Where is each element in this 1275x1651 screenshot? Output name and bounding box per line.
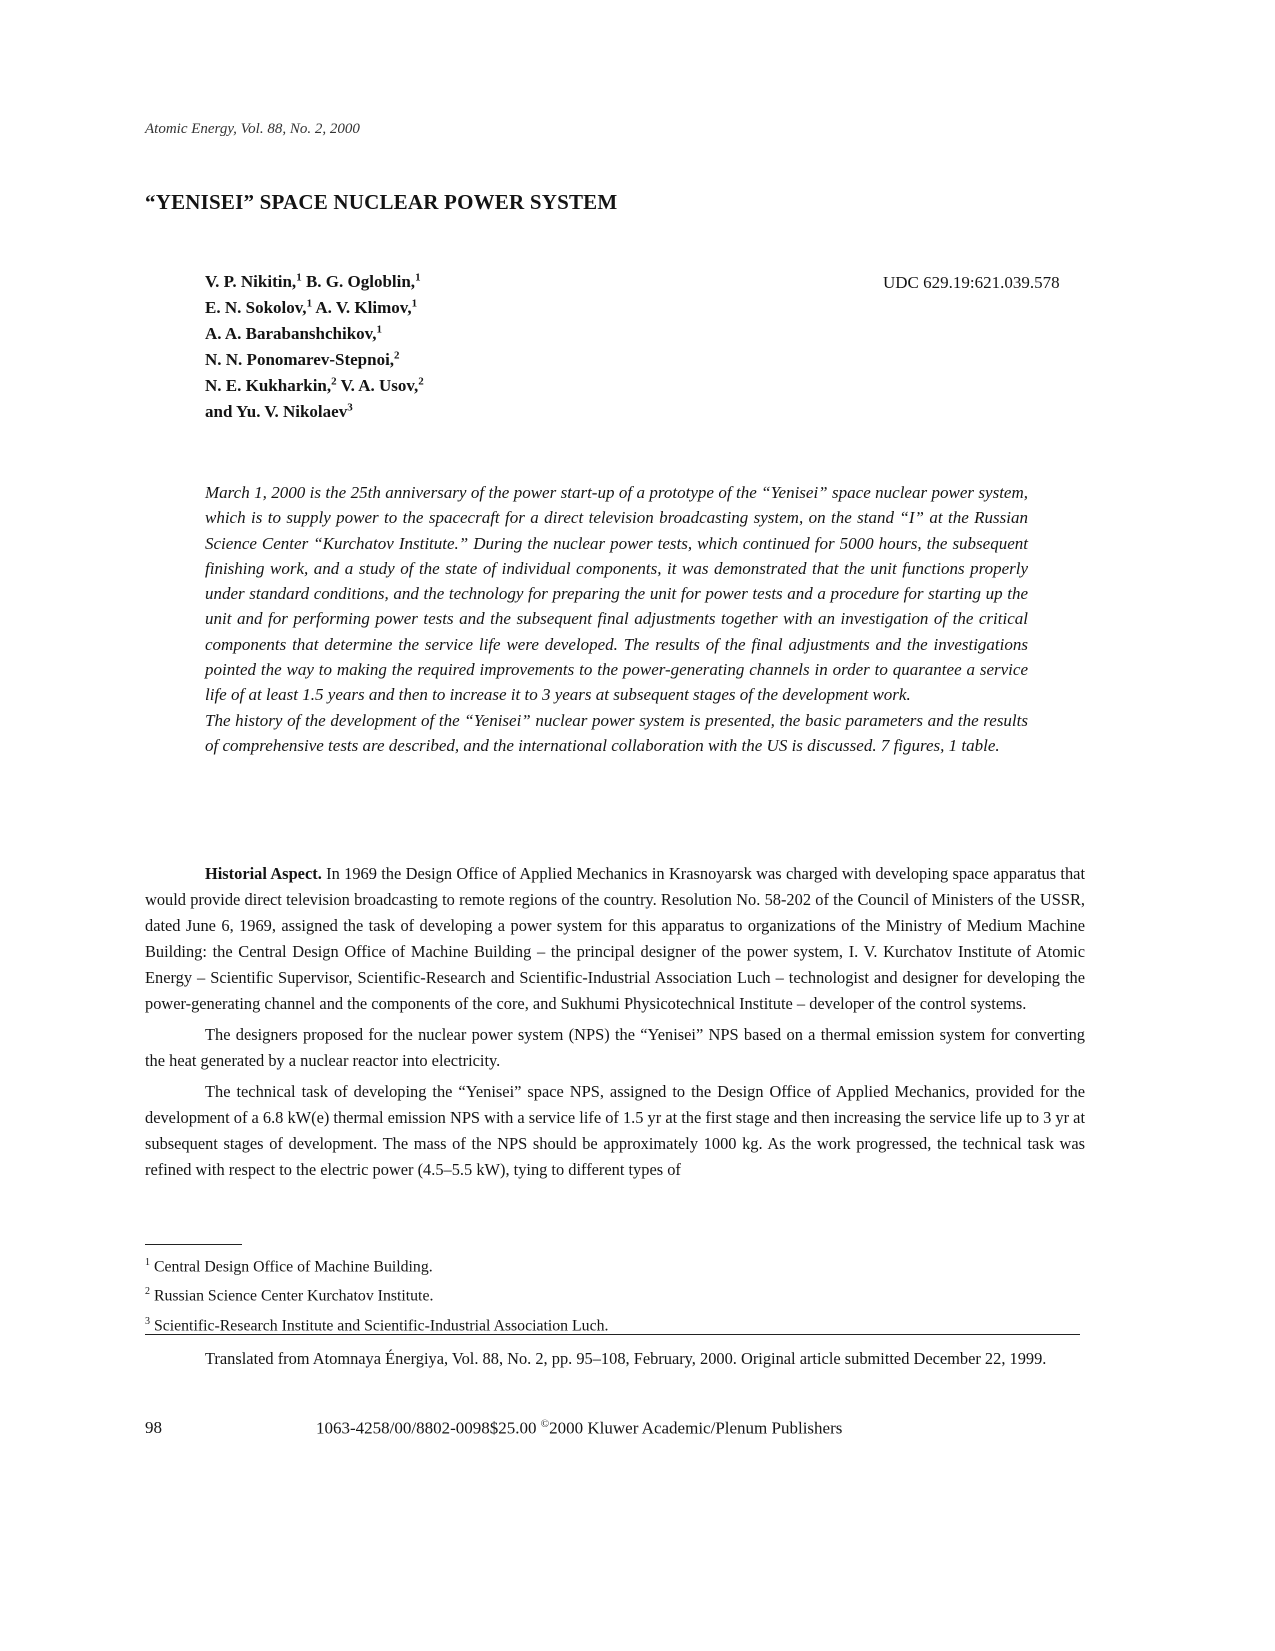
author-affiliation: 1 (415, 271, 421, 284)
footnote-marker: 3 (145, 1315, 150, 1327)
author-affiliation: 1 (411, 297, 418, 310)
author-affiliation: 3 (347, 401, 353, 414)
footnote (145, 1250, 608, 1279)
footnote-marker: 1 (145, 1257, 150, 1268)
author-line (205, 373, 424, 399)
footnote-text: Russian Science Center Kurchatov Institute. (153, 1287, 434, 1305)
author-name: V. P. Nikitin, (205, 272, 297, 291)
author-affiliation: 1 (376, 323, 382, 336)
author-name: A. V. Klimov, (315, 298, 412, 317)
author-name: A. A. Barabanshchikov, (205, 324, 377, 343)
author-line (205, 399, 424, 425)
author-affiliation: 2 (394, 349, 400, 362)
footnote (145, 1279, 608, 1308)
author-name: V. A. Usov, (340, 376, 419, 395)
author-affiliation: 2 (418, 375, 424, 388)
author-affiliation: 2 (331, 375, 337, 388)
body-paragraph: The technical task of developing the “Yenisei” space NPS, assigned to the Design Office of Applied Mechanics, provided for the development of a 6.8 kW(e) thermal emission NPS with a service life of 1.5 yr at the first stage and then increasing the service life up to 3 yr at subsequent stages of development. The mass of the NPS should be approximately 1000 kg. As the work progressed, the technical task was refined with respect to the electric power (4.5–5.5 kW), tying to different types of (145, 1082, 1085, 1179)
author-name: B. G. Ogloblin, (305, 272, 416, 291)
author-line (205, 295, 424, 321)
footnote-marker: 2 (145, 1286, 150, 1298)
author-name: N. N. Ponomarev-Stepnoi, (205, 350, 395, 369)
issn-price: 1063-4258/00/8802-0098$25.00 (316, 1418, 537, 1438)
author-list (205, 269, 424, 425)
article-title: “YENISEI” SPACE NUCLEAR POWER SYSTEM (145, 190, 618, 214)
author-line (205, 269, 424, 295)
author-name: N. E. Kukharkin, (205, 376, 332, 395)
publisher: 2000 Kluwer Academic/Plenum Publishers (549, 1418, 843, 1438)
journal-header: Atomic Energy, Vol. 88, No. 2, 2000 (145, 121, 360, 137)
footnotes (145, 1250, 608, 1338)
author-name: E. N. Sokolov, (205, 298, 307, 317)
footnote-text: Central Design Office of Machine Building. (153, 1258, 433, 1276)
body-paragraph-text: In 1969 the Design Office of Applied Mechanics in Krasnoyarsk was charged with developing space apparatus that would provide direct television broadcasting to remote regions of the country. Resolution No. 58-202 of the Council of Ministers of the USSR, dated June 6, 1969, assigned the task of developing a power system for this apparatus to organizations of the Ministry of Medium Machine Building: the Central Design Office of Machine Building – the principal designer of the power system, I. V. Kurchatov Institute of Atomic Energy – Scientific Supervisor, Scientific-Research and Scientific-Industrial Association Luch – technologist and designer for developing the power-generating channel and the components of the core, and Sukhumi Physicotechnical Institute – developer of the control systems. (145, 864, 1085, 1013)
author-name: and Yu. V. Nikolaev (205, 402, 348, 421)
article-body (145, 861, 1085, 1188)
copyright-symbol: © (540, 1418, 550, 1430)
abstract-paragraph: The history of the development of the “Yenisei” nuclear power system is presented, the basic parameters and the results of comprehensive tests are described, and the international collaboration with the US is discussed. 7 figures, 1 table. (205, 710, 1028, 755)
author-line (205, 321, 424, 347)
author-affiliation: 1 (296, 271, 302, 284)
footnote-text: Scientific-Research Institute and Scientific-Industrial Association Luch. (153, 1316, 609, 1334)
body-paragraph (145, 861, 1085, 1017)
body-paragraph: The designers proposed for the nuclear power system (NPS) the “Yenisei” NPS based on a thermal emission system for converting the heat generated by a nuclear reactor into electricity. (145, 1025, 1085, 1070)
udc-code: UDC 629.19:621.039.578 (883, 273, 1060, 292)
page-number: 98 (145, 1418, 162, 1437)
copyright-line (316, 1418, 842, 1439)
translation-note: Translated from Atomnaya Énergiya, Vol. 88, No. 2, pp. 95–108, February, 2000. Original article submitted December 22, 1999. (205, 1349, 1047, 1368)
section-lead: Historial Aspect. (205, 864, 322, 883)
abstract (205, 480, 1028, 758)
author-affiliation: 1 (306, 297, 313, 310)
footnote-divider (145, 1244, 242, 1245)
abstract-paragraph: March 1, 2000 is the 25th anniversary of the power start-up of a prototype of the “Yenisei” space nuclear power system, which is to supply power to the spacecraft for a direct television broadcasting system, on the stand “I” at the Russian Science Center “Kurchatov Institute.” During the nuclear power tests, which continued for 5000 hours, the subsequent finishing work, and a study of the state of individual components, it was demonstrated that the unit functions properly under standard conditions, and the technology for preparing the unit for power tests and a procedure for starting up the unit and for performing power tests and the subsequent final adjustments together with an investigation of the critical components that determine the service life were developed. The results of the final adjustments and the investigations pointed the way to making the required improvements to the power-generating channels in order to quarantee a service life of at least 1.5 years and then to increase it to 3 years at subsequent stages of the development work. (205, 483, 1028, 705)
author-line (205, 347, 424, 373)
translation-divider (145, 1334, 1080, 1335)
